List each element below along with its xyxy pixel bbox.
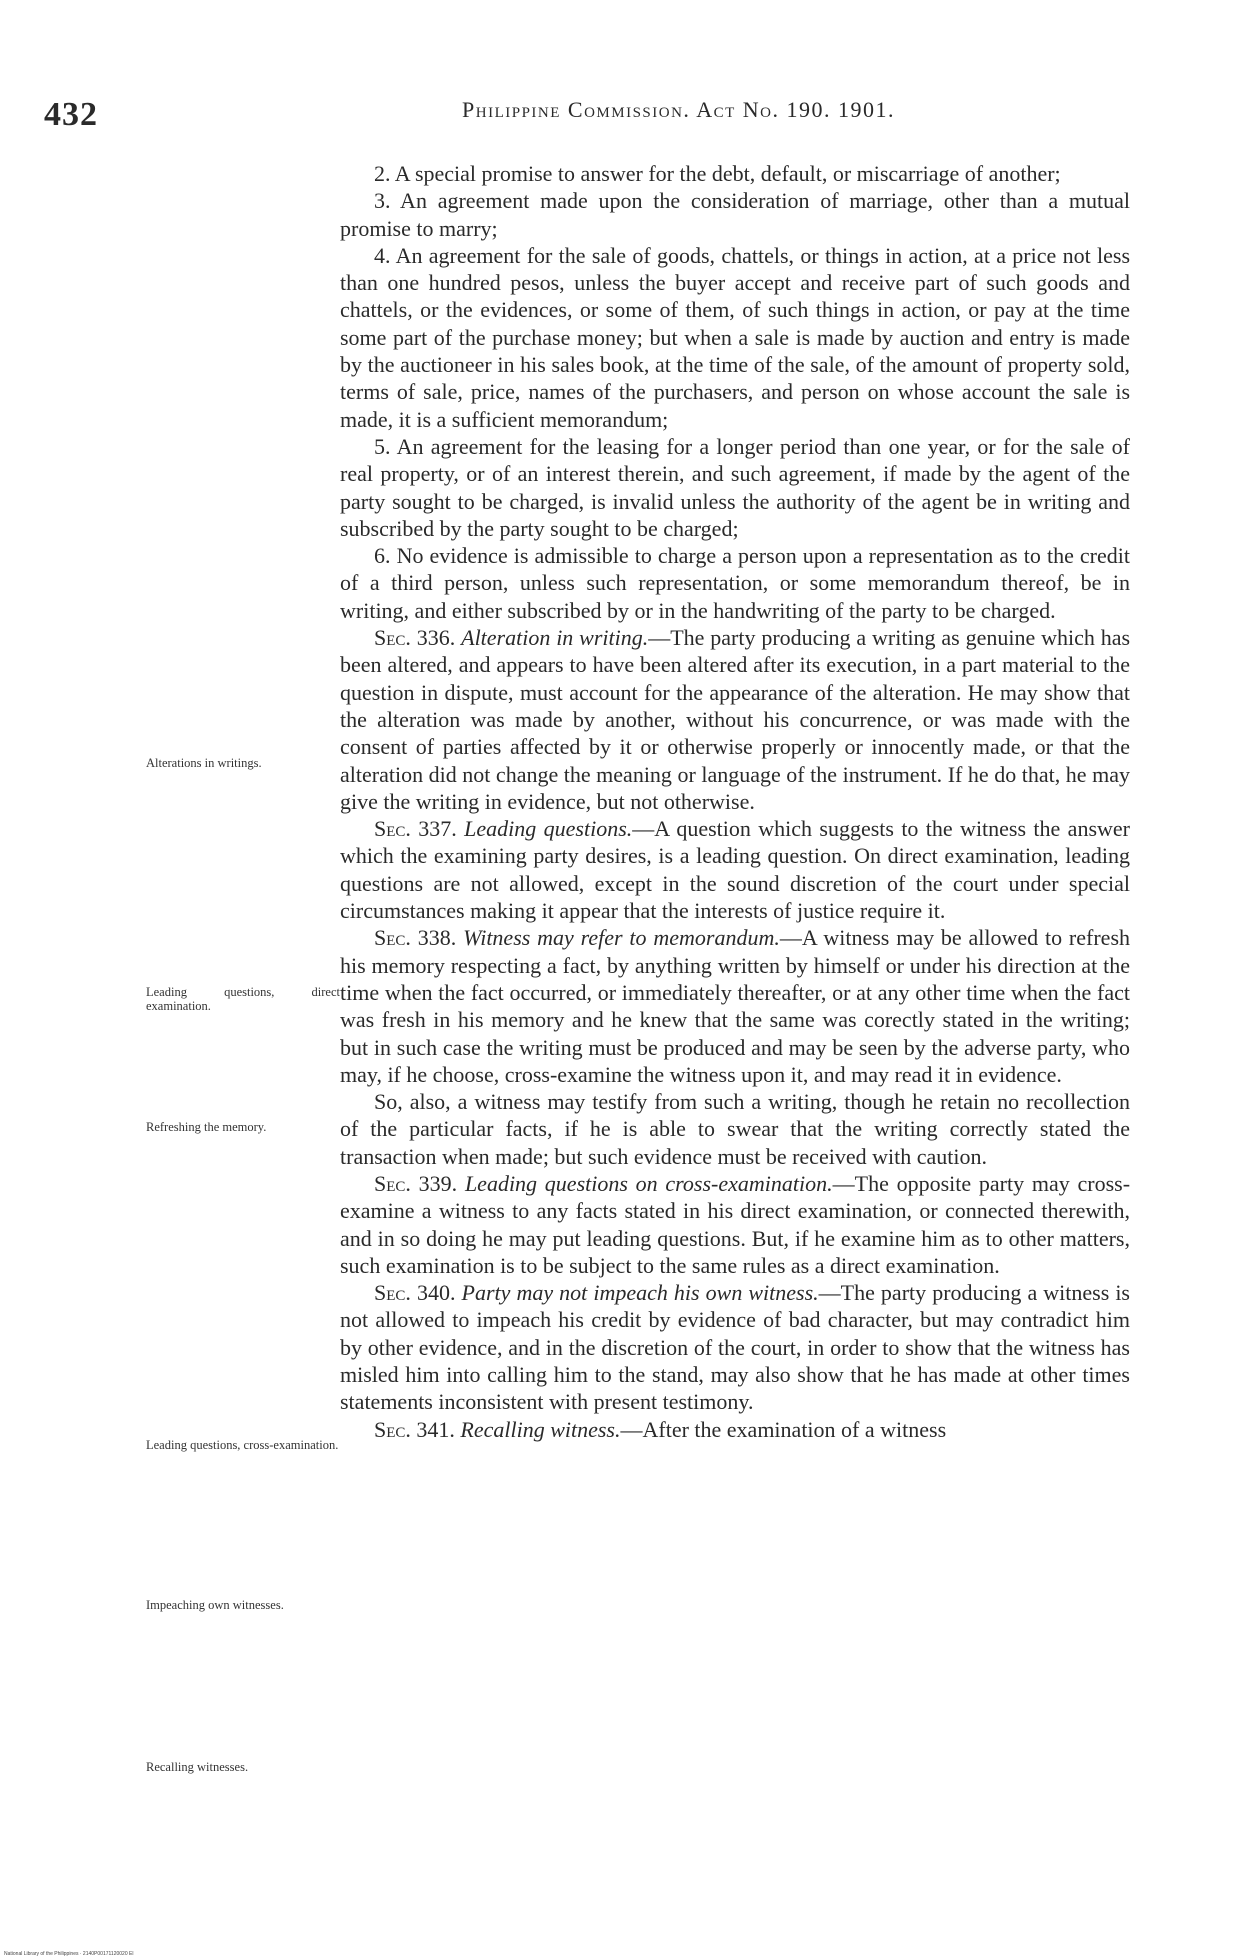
section-338-continued: So, also, a witness may testify from such a writing, though he retain no recollection of the particular facts, if he is able to swear that the writing correctly stated the transaction when made; but such evidence must be received with caution. <box>340 1089 1130 1169</box>
scan-footer: National Library of the Philippines · 2140P00171120020 El <box>4 1951 134 1957</box>
paragraph-4: 4. An agreement for the sale of goods, chattels, or things in action, at a price not less than one hundred pesos, unless the buyer accept and receive part of such goods and chattels, or the evidences, or some of them, of such things in action, or pay at the time some part of the purchase money; but when a sale is made by auction and entry is made by the auctioneer in his sales book, at the time of the sale, of the amount of property sold, terms of sale, price, names of the purchasers, and person on whose account the sale is made, it is a sufficient memorandum; <box>340 242 1130 432</box>
section-text: —After the examination of a witness <box>620 1416 947 1442</box>
margin-note-leading-cross: Leading questions, cross-examination. <box>146 1438 339 1452</box>
margin-note-impeaching: Impeaching own witnesses. <box>146 1598 284 1612</box>
section-text: —The party producing a writing as genuine which has been altered, and appears to have been altered after its execution, in a part material to the question in dispute, must account for the appearance of the alteration. He may show that the alteration was made by another, without his concurrence, or was made with the consent of parties affected by it or otherwise properly or innocently made, or that the alteration did not change the meaning or language of the instrument. If he do that, he may give the writing in evidence, but not otherwise. <box>340 625 1131 814</box>
section-339 <box>340 1170 1130 1279</box>
section-number: Sec. 337. <box>374 816 457 842</box>
margin-note-leading-direct: Leading questions, direct examination. <box>146 985 340 1013</box>
margin-note-refreshing: Refreshing the memory. <box>146 1120 267 1134</box>
section-number: Sec. 338. <box>374 925 457 951</box>
section-337 <box>340 815 1130 924</box>
body-text <box>340 160 1130 1443</box>
section-title: Alteration in writing. <box>461 625 649 651</box>
section-number: Sec. 339. <box>374 1170 458 1196</box>
running-head: Philippine Commission. Act No. 190. 1901. <box>462 97 895 122</box>
section-text: —The party producing a witness is not allowed to impeach his credit by evidence of bad character, but may contradict him by other evidence, and in the discretion of the court, in order to show that the witness has misled him into calling him to the stand, may also show that he has made at other times statements inconsistent with present testimony. <box>340 1280 1130 1415</box>
section-title: Recalling witness. <box>460 1416 621 1442</box>
section-336 <box>340 624 1130 815</box>
section-title: Leading questions. <box>464 816 633 842</box>
section-text: —A question which suggests to the witness the answer which the examining party desires, is a leading question. On direct examination, leading questions are not allowed, except in the sound discretion of the court under special circumstances making it appear that the interests of justice require it. <box>340 816 1130 924</box>
section-number: Sec. 340. <box>374 1280 456 1306</box>
margin-note-alterations: Alterations in writings. <box>146 756 262 770</box>
paragraph-3: 3. An agreement made upon the consideration of marriage, other than a mutual promise to marry; <box>340 188 1130 241</box>
paragraph-6: 6. No evidence is admissible to charge a person upon a representation as to the credit of a third person, unless such representation, or some memorandum thereof, be in writing, and either subscribed by or in the handwriting of the party to be charged. <box>340 543 1130 623</box>
paragraph-2: 2. A special promise to answer for the debt, default, or miscarriage of another; <box>374 161 1061 186</box>
section-338 <box>340 924 1130 1088</box>
section-text: —A witness may be allowed to refresh his memory respecting a fact, by anything written by himself or under his direction at the time when the fact occurred, or immediately thereafter, or at any other time when the fact was fresh in his memory and he knew that the same was corectly stated in the writing; but in such case the writing must be produced and may be seen by the adverse party, who may, if he choose, cross-examine the witness upon it, and may read it in evidence. <box>340 925 1131 1087</box>
section-title: Witness may refer to memorandum. <box>463 925 780 951</box>
section-341 <box>340 1416 1130 1443</box>
section-text: —The opposite party may cross-examine a witness to any facts stated in his direct examination, or connected therewith, and in so doing he may put leading questions. But, if he examine him as to other matters, such examination is to be subject to the same rules as a direct examination. <box>340 1170 1131 1278</box>
section-340 <box>340 1279 1130 1415</box>
paragraph-5: 5. An agreement for the leasing for a longer period than one year, or for the sale of real property, or of an interest therein, and such agreement, if made by the agent of the party sought to be charged, is invalid unless the authority of the agent be in writing and subscribed by the party sought to be charged; <box>340 433 1130 541</box>
margin-note-recalling: Recalling witnesses. <box>146 1760 249 1774</box>
section-title: Leading questions on cross-examination. <box>464 1170 833 1196</box>
section-number: Sec. 341. <box>374 1416 455 1442</box>
section-title: Party may not impeach his own witness. <box>461 1280 819 1306</box>
page-number: 432 <box>44 96 98 133</box>
section-number: Sec. 336. <box>374 625 456 651</box>
